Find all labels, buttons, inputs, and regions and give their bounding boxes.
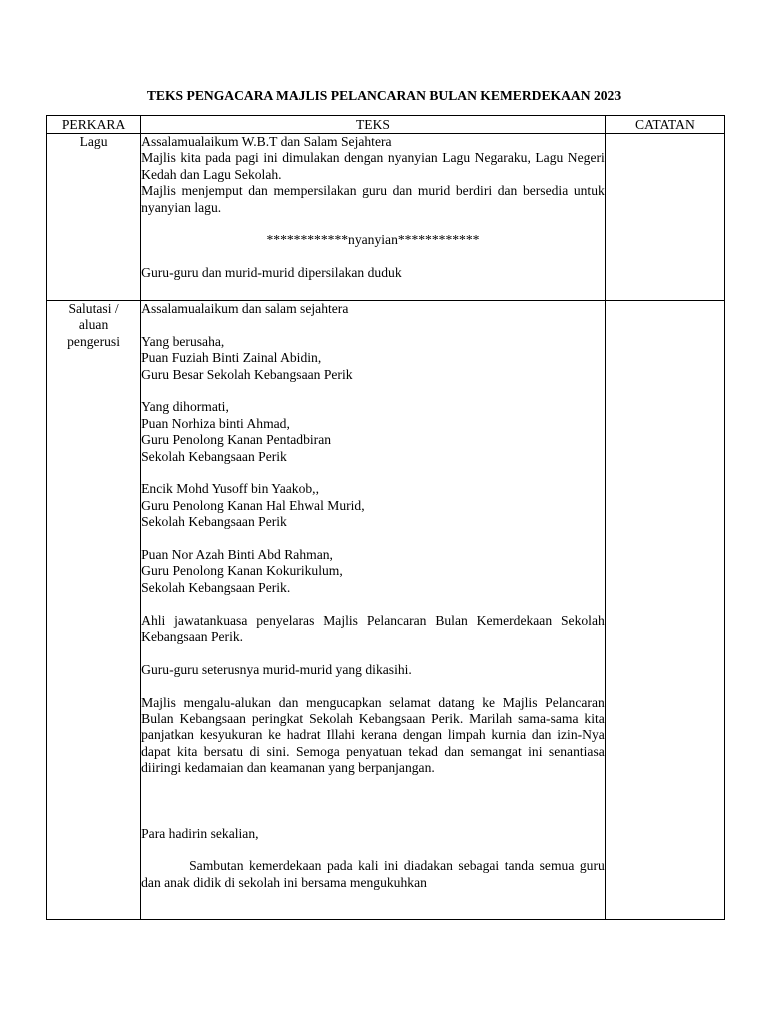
teks-cell bbox=[141, 134, 606, 301]
paragraph: Majlis menjemput dan mempersilakan guru dan murid berdiri dan bersedia untuk nyanyian lagu. bbox=[141, 183, 605, 215]
paragraph: Majlis kita pada pagi ini dimulakan dengan nyanyian Lagu Negaraku, Lagu Negeri Kedah dan Lagu Sekolah. bbox=[141, 150, 605, 182]
paragraph: Para hadirin sekalian, bbox=[141, 825, 259, 841]
table-row-lagu bbox=[47, 134, 725, 301]
salutation-line: Guru Penolong Kanan Hal Ehwal Murid, bbox=[141, 497, 365, 513]
singing-marker: ************nyanyian************ bbox=[266, 232, 480, 248]
salutation-line: Guru Besar Sekolah Kebangsaan Perik bbox=[141, 366, 353, 382]
teks-cell bbox=[141, 301, 606, 920]
salutation-gpk-hem bbox=[141, 481, 605, 530]
salutation-gpk-pentadbiran bbox=[141, 399, 605, 465]
perkara-cell bbox=[47, 301, 141, 920]
salutation-line: Sekolah Kebangsaan Perik bbox=[141, 514, 287, 530]
welcome-paragraph: Majlis mengalu-alukan dan mengucapkan selamat datang ke Majlis Pelancaran Bulan Kebangsaan peringkat Sekolah Kebangsaan Perik. Marilah sama-sama kita panjatkan kesyukuran ke hadrat Illahi kerana dengan limpah kurnia dan izin-Nya dapat kita bersatu di sini. Semoga penyatuan tekad dan semangat ini senantiasa diiringi kedamaian dan keamanan yang berpanjangan. bbox=[141, 694, 605, 776]
paragraph: Sambutan kemerdekaan pada kali ini diadakan sebagai tanda semua guru dan anak didik di sekolah ini bersama mengukuhkan bbox=[141, 858, 605, 890]
emcee-script-table bbox=[46, 115, 725, 920]
header-teks: TEKS bbox=[141, 116, 606, 134]
salutation-line: Sekolah Kebangsaan Perik. bbox=[141, 579, 291, 595]
page-title: TEKS PENGACARA MAJLIS PELANCARAN BULAN KEMERDEKAAN 2023 bbox=[146, 88, 622, 103]
greeting-text: Assalamualaikum dan salam sejahtera bbox=[141, 301, 349, 316]
paragraph: Guru-guru seterusnya murid-murid yang dikasihi. bbox=[141, 661, 412, 677]
paragraph: Ahli jawatankuasa penyelaras Majlis Pelancaran Bulan Kemerdekaan Sekolah Kebangsaan Perik. bbox=[141, 612, 605, 645]
salutation-guru-besar bbox=[141, 334, 605, 383]
greeting-text: Assalamualaikum W.B.T dan Salam Sejahtera bbox=[141, 134, 392, 149]
salutation-line: Encik Mohd Yusoff bin Yaakob,, bbox=[141, 481, 319, 497]
perkara-line: aluan bbox=[78, 317, 109, 333]
salutation-line: Sekolah Kebangsaan Perik bbox=[141, 448, 287, 464]
salutation-line: Puan Norhiza binti Ahmad, bbox=[141, 415, 290, 431]
salutation-line: Yang berusaha, bbox=[141, 333, 225, 349]
catatan-cell bbox=[605, 301, 724, 920]
salutation-line: Guru Penolong Kanan Kokurikulum, bbox=[141, 563, 343, 579]
perkara-line: Salutasi / bbox=[68, 301, 119, 316]
header-perkara: PERKARA bbox=[47, 116, 141, 134]
perkara-cell: Lagu bbox=[47, 134, 141, 301]
salutation-gpk-kokurikulum bbox=[141, 547, 605, 596]
paragraph: Guru-guru dan murid-murid dipersilakan duduk bbox=[141, 265, 402, 281]
header-catatan: CATATAN bbox=[605, 116, 724, 134]
table-row-salutasi bbox=[47, 301, 725, 920]
perkara-line: pengerusi bbox=[67, 333, 120, 349]
salutation-line: Yang dihormati, bbox=[141, 399, 229, 415]
salutation-line: Guru Penolong Kanan Pentadbiran bbox=[141, 432, 332, 448]
salutation-line: Puan Nor Azah Binti Abd Rahman, bbox=[141, 547, 333, 563]
salutation-line: Puan Fuziah Binti Zainal Abidin, bbox=[141, 350, 322, 366]
table-header-row bbox=[47, 116, 725, 134]
catatan-cell bbox=[605, 134, 724, 301]
